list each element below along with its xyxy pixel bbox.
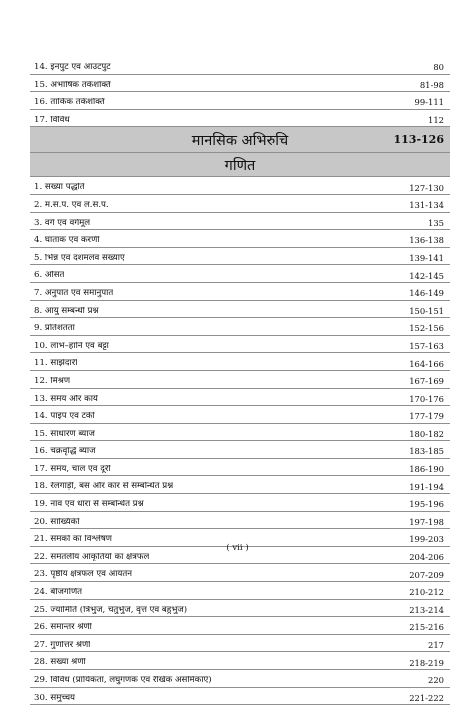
- toc-entry-label: 30. समुच्चय: [34, 693, 76, 703]
- toc-row: [30, 195, 450, 213]
- toc-row: [30, 670, 450, 688]
- toc-entry-label: 22. समतलीय आकृतियों का क्षेत्रफल: [34, 552, 150, 562]
- toc-row: [30, 336, 450, 354]
- toc-entry-label: 7. अनुपात एवं समानुपात: [34, 288, 114, 298]
- toc-entry-label: 15. अभाषिक तर्कशक्ति: [34, 80, 111, 90]
- toc-row: [30, 92, 450, 110]
- toc-entry-label: 4. घातांक एवं करणी: [34, 236, 100, 245]
- toc-entry-pages: 131-134: [409, 200, 444, 211]
- toc-entry-label: 14. इनपुट एवं आउटपुट: [34, 63, 111, 72]
- toc-entry-label: 23. पृष्ठीय क्षेत्रफल एवं आयतन: [34, 570, 133, 580]
- toc-row: [30, 353, 450, 371]
- toc-entry-pages: 220: [428, 675, 444, 686]
- toc-entry-label: 3. वर्ग एवं वर्गमूल: [34, 218, 91, 228]
- toc-row: [30, 564, 450, 582]
- toc-row: [30, 389, 450, 407]
- toc-row: [30, 406, 450, 424]
- toc-entry-pages: 150-151: [409, 305, 444, 316]
- toc-entry-pages: 177-179: [409, 411, 444, 422]
- toc-entry-label: 5. भिन्न एवं दशमलव संख्याएँ: [34, 253, 125, 263]
- top-rows-list: [30, 57, 450, 127]
- toc-entry-pages: 127-130: [409, 182, 444, 193]
- toc-entry-label: 6. औसत: [34, 271, 65, 280]
- toc-entry-label: 14. पाइप एवं टंकी: [34, 412, 95, 421]
- page-number: ( vii ): [226, 543, 249, 553]
- toc-entry-label: 15. साधारण ब्याज: [34, 429, 95, 439]
- toc-row: [30, 110, 450, 128]
- toc-entry-label: 25. ज्यामिति (त्रिभुज, चतुर्भुज, वृत्त एवं बहुभुज): [34, 605, 188, 615]
- section-mathematics: [30, 153, 450, 177]
- toc-entry-pages: 210-212: [409, 587, 444, 598]
- toc-entry-label: 29. विविध (प्रायिकता, लघुगणक एवं रैखिक असमिकाएँ): [34, 676, 212, 685]
- toc-entry-pages: 80: [433, 62, 444, 73]
- toc-entry-pages: 139-141: [409, 252, 444, 263]
- toc-entry-label: 17. विविध: [34, 115, 70, 125]
- toc-row: [30, 57, 450, 75]
- toc-entry-label: 21. समंकों का विश्लेषण: [34, 535, 113, 544]
- toc-entry-pages: 157-163: [409, 340, 444, 351]
- toc-entry-pages: 112: [428, 114, 444, 125]
- toc-row: [30, 476, 450, 494]
- toc-row: [30, 301, 450, 319]
- toc-entry-pages: 186-190: [409, 464, 444, 475]
- toc-entry-label: 27. गुणोत्तर श्रेणी: [34, 640, 91, 650]
- toc-entry-label: 20. सांख्यिकी: [34, 517, 80, 527]
- toc-row: [30, 582, 450, 600]
- toc-entry-pages: 197-198: [409, 516, 444, 527]
- toc-row: [30, 494, 450, 512]
- section-pages: 113-126: [393, 133, 444, 147]
- section-title: गणित: [224, 157, 256, 174]
- toc-entry-pages: 218-219: [409, 657, 444, 668]
- toc-row: [30, 283, 450, 301]
- toc-entry-label: 26. समान्तर श्रेणी: [34, 623, 92, 632]
- toc-entry-pages: 195-196: [409, 499, 444, 510]
- math-rows-list: [30, 177, 450, 705]
- toc-row: [30, 230, 450, 248]
- toc-entry-label: 17. समय, चाल एवं दूरी: [34, 464, 111, 474]
- toc-entry-label: 16. चक्रवृद्धि ब्याज: [34, 447, 96, 456]
- toc-entry-label: 11. साझेदारी: [34, 359, 78, 368]
- toc-row: [30, 512, 450, 530]
- toc-row: [30, 600, 450, 618]
- toc-entry-label: 10. लाभ–हानि एवं बट्टा: [34, 341, 109, 351]
- toc-row: [30, 177, 450, 195]
- toc-row: [30, 617, 450, 635]
- toc-entry-label: 9. प्रतिशतता: [34, 324, 75, 333]
- toc-entry-label: 19. नाव एवं धारा से सम्बन्धित प्रश्न: [34, 500, 144, 509]
- toc-entry-pages: 213-214: [409, 604, 444, 615]
- toc-entry-pages: 164-166: [409, 358, 444, 369]
- toc-entry-pages: 152-156: [409, 323, 444, 334]
- toc-entry-label: 13. समय और कार्य: [34, 394, 98, 404]
- toc-entry-label: 24. बीजगणित: [34, 588, 83, 597]
- toc-entry-pages: 136-138: [409, 235, 444, 246]
- toc-row: [30, 635, 450, 653]
- toc-entry-pages: 146-149: [409, 288, 444, 299]
- toc-entry-pages: 207-209: [409, 569, 444, 580]
- toc-row: [30, 248, 450, 266]
- toc-row: [30, 688, 450, 705]
- toc-entry-pages: 170-176: [409, 393, 444, 404]
- toc-row: [30, 213, 450, 231]
- toc-entry-label: 18. रेलगाड़ी, बस और कार से सम्बन्धित प्रश्न: [34, 482, 174, 492]
- table-of-contents: [30, 57, 450, 705]
- toc-entry-label: 12. मिश्रण: [34, 376, 71, 386]
- toc-entry-pages: 221-222: [409, 692, 444, 703]
- toc-entry-label: 1. संख्या पद्धति: [34, 183, 85, 192]
- toc-row: [30, 441, 450, 459]
- section-title: मानसिक अभिरुचि: [191, 132, 289, 149]
- toc-entry-pages: 135: [428, 217, 444, 228]
- toc-entry-label: 16. तार्किक तर्कशक्ति: [34, 98, 105, 107]
- toc-entry-pages: 191-194: [409, 481, 444, 492]
- toc-entry-pages: 204-206: [409, 552, 444, 563]
- toc-row: [30, 318, 450, 336]
- section-mental-aptitude: [30, 127, 450, 153]
- toc-entry-pages: 99-111: [414, 97, 444, 108]
- toc-entry-label: 8. आयु सम्बन्धी प्रश्न: [34, 306, 99, 316]
- toc-row: [30, 652, 450, 670]
- toc-row: [30, 75, 450, 93]
- toc-entry-pages: 142-145: [409, 270, 444, 281]
- toc-entry-pages: 215-216: [409, 622, 444, 633]
- toc-entry-pages: 217: [428, 640, 444, 650]
- toc-entry-pages: 81-98: [419, 79, 444, 90]
- toc-entry-pages: 180-182: [409, 428, 444, 439]
- toc-entry-pages: 199-203: [409, 534, 444, 545]
- toc-row: [30, 265, 450, 283]
- toc-row: [30, 459, 450, 477]
- toc-entry-label: 28. संख्या श्रेणी: [34, 658, 86, 667]
- toc-row: [30, 371, 450, 389]
- toc-entry-pages: 183-185: [409, 446, 444, 457]
- toc-row: [30, 424, 450, 442]
- toc-entry-label: 2. म.स.प. एवं ल.स.प.: [34, 200, 109, 210]
- toc-entry-pages: 167-169: [409, 376, 444, 387]
